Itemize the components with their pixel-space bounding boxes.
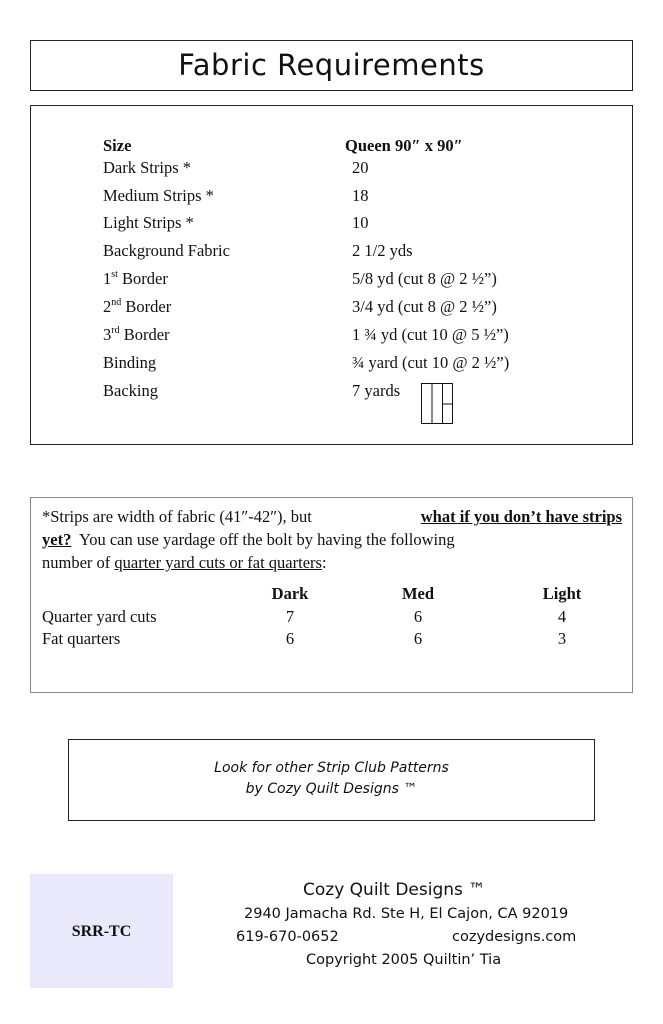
req-label: Backing [103, 381, 158, 400]
col-light-header: Light [542, 584, 582, 603]
note-emphasis: yet? [42, 530, 72, 549]
cell-dark: 7 [285, 607, 295, 626]
req-label [103, 269, 168, 289]
req-value: 2 1/2 yds [352, 241, 413, 260]
note-text: You can use yardage off the bolt by having the following [71, 530, 455, 549]
req-label [103, 325, 170, 345]
cell-dark: 6 [285, 629, 295, 648]
note-emphasis: what if you don’t have strips [420, 507, 622, 526]
req-label: Dark Strips * [103, 158, 191, 177]
note-text: *Strips are width of fabric (41″-42″), but [42, 507, 312, 526]
ordinal-number: 2 [103, 297, 112, 316]
req-value: 20 [352, 158, 369, 177]
note-text: number of [42, 553, 115, 572]
size-header: Size [103, 136, 132, 155]
req-value: 10 [352, 213, 369, 232]
row-label: Quarter yard cuts [42, 607, 157, 626]
footer-address: 2940 Jamacha Rd. Ste H, El Cajon, CA 92019 [244, 906, 569, 922]
req-label: Background Fabric [103, 241, 230, 260]
sku-code: SRR-TC [71, 923, 132, 940]
ordinal-suffix: rd [111, 325, 120, 336]
req-value: ¾ yard (cut 10 @ 2 ½”) [352, 353, 510, 372]
footer-copyright: Copyright 2005 Quiltin’ Tia [306, 952, 502, 968]
look-for-line-2: by Cozy Quilt Designs ™ [245, 781, 418, 797]
ordinal-suffix: st [111, 269, 118, 280]
page-title: Fabric Requirements [178, 48, 485, 82]
req-value: 18 [352, 186, 369, 205]
look-for-box [68, 739, 595, 821]
req-label: Binding [103, 353, 157, 372]
note-line-3 [42, 551, 622, 574]
row-label: Fat quarters [42, 629, 121, 648]
ordinal-number: 3 [103, 325, 112, 344]
cell-med: 6 [413, 607, 423, 626]
req-label [103, 297, 171, 317]
footer-website[interactable]: cozydesigns.com [452, 929, 577, 945]
sku-box [30, 874, 173, 988]
requirements-box [30, 105, 633, 445]
req-label: Medium Strips * [103, 186, 214, 205]
queen-header: Queen 90″ x 90″ [345, 136, 463, 155]
note-line-1 [42, 505, 622, 528]
title-box [30, 40, 633, 91]
ordinal-suffix: nd [111, 297, 122, 308]
cell-med: 6 [413, 629, 423, 648]
footer-phone: 619-670-0652 [236, 929, 339, 945]
note-underlined: quarter yard cuts or fat quarters [114, 553, 322, 572]
backing-layout-icon [421, 383, 453, 424]
footer-company: Cozy Quilt Designs ™ [303, 880, 486, 900]
border-word: Border [117, 269, 168, 288]
border-word: Border [121, 297, 172, 316]
look-for-line-1: Look for other Strip Club Patterns [214, 760, 449, 776]
ordinal-number: 1 [103, 269, 112, 288]
col-med-header: Med [401, 584, 435, 603]
req-label: Light Strips * [103, 213, 194, 232]
strips-note-box [30, 497, 633, 693]
col-dark-header: Dark [271, 584, 309, 603]
cell-light: 3 [557, 629, 567, 648]
req-value: 3/4 yd (cut 8 @ 2 ½”) [352, 297, 497, 316]
note-colon: : [321, 553, 327, 572]
note-line-2 [42, 528, 622, 551]
req-value: 5/8 yd (cut 8 @ 2 ½”) [352, 269, 497, 288]
req-value: 1 ¾ yd (cut 10 @ 5 ½”) [352, 325, 509, 344]
cell-light: 4 [557, 607, 567, 626]
border-word: Border [119, 325, 170, 344]
req-value: 7 yards [352, 381, 401, 400]
